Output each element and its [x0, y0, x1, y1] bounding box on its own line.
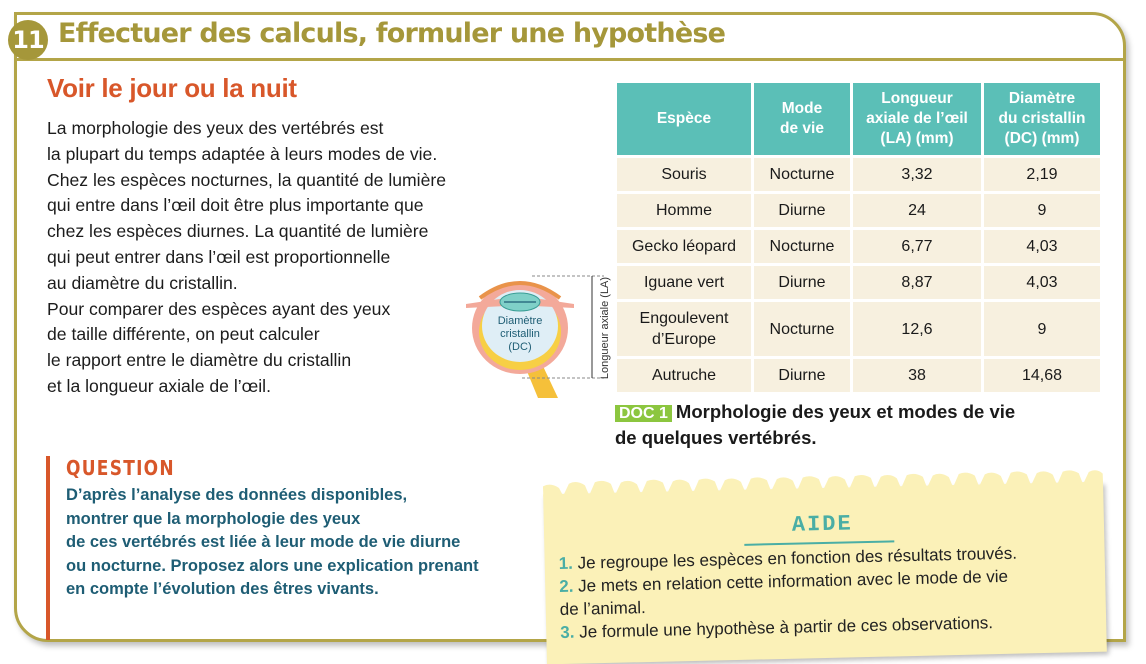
header-text: de vie	[780, 120, 824, 137]
cell-mode: Diurne	[754, 266, 850, 299]
cell-espece: Engoulevent d’Europe	[617, 302, 751, 356]
header-text: Espèce	[656, 110, 712, 127]
cell-espece: Autruche	[617, 359, 751, 392]
cell-la: 3,32	[853, 158, 981, 191]
eye-diagram	[462, 268, 614, 398]
doc-caption-line: de quelques vertébrés.	[615, 427, 817, 448]
cell-la: 8,87	[853, 266, 981, 299]
cell-espece: Homme	[617, 194, 751, 227]
question-label: QUESTION	[66, 456, 175, 480]
title-divider	[14, 58, 1126, 61]
intro-line: le rapport entre le diamètre du cristallin	[47, 350, 352, 371]
aide-item-number: 3.	[560, 622, 575, 643]
question-line: montrer que la morphologie des yeux	[66, 509, 361, 528]
cell-dc: 4,03	[984, 266, 1100, 299]
cell-dc: 4,03	[984, 230, 1100, 263]
table-row	[617, 158, 1100, 191]
question-line: de ces vertébrés est liée à leur mode de vie diurne	[66, 533, 461, 551]
header-text: Longueur	[881, 90, 953, 107]
header-espece	[617, 83, 751, 155]
intro-line: et la longueur axiale de l’œil.	[47, 375, 271, 396]
cell-espece: Iguane vert	[617, 266, 751, 299]
cell-mode: Diurne	[754, 194, 850, 227]
section-title: Voir le jour ou la nuit	[47, 73, 297, 103]
header-text: Mode	[781, 100, 823, 117]
doc-tag: DOC 1	[615, 405, 672, 422]
label-la: Longueur axiale (LA)	[599, 276, 611, 380]
cell-espece: Souris	[617, 158, 751, 191]
question-line: en compte l’évolution des êtres vivants.	[66, 580, 379, 598]
header-mode	[754, 83, 850, 155]
intro-line: qui entre dans l’œil doit être plus importante que	[47, 195, 424, 216]
intro-line: La morphologie des yeux des vertébrés est	[47, 118, 384, 138]
exercise-title: Effectuer des calculs, formuler une hypothèse	[58, 18, 726, 49]
cell-la: 38	[853, 359, 981, 392]
cell-dc: 2,19	[984, 158, 1100, 191]
label-dc-line: Diamètre	[497, 315, 543, 327]
aide-title: AIDE	[791, 511, 853, 538]
aide-item-text: Je mets en relation cette information avec le mode de vie	[577, 566, 1009, 596]
table-row	[617, 266, 1100, 299]
cell-mode: Nocturne	[754, 302, 850, 356]
table-header-row	[617, 83, 1100, 155]
aide-item-text: Je regroupe les espèces en fonction des résultats trouvés.	[577, 543, 1018, 573]
cell-dc: 14,68	[984, 359, 1100, 392]
cell-la: 6,77	[853, 230, 981, 263]
intro-line: au diamètre du cristallin.	[47, 272, 238, 293]
intro-line: de taille différente, on peut calculer	[47, 324, 320, 345]
doc-caption	[615, 400, 1095, 450]
aide-item-text: de l’animal.	[559, 598, 646, 620]
aide-list	[558, 542, 1018, 644]
header-la	[853, 83, 981, 155]
table-row	[617, 359, 1100, 392]
cell-mode: Nocturne	[754, 158, 850, 191]
cell-la: 24	[853, 194, 981, 227]
aide-item-number: 1.	[558, 553, 574, 574]
table-row	[617, 194, 1100, 227]
intro-line: Pour comparer des espèces ayant des yeux	[47, 298, 391, 319]
intro-text	[47, 116, 517, 400]
question-line: ou nocturne. Proposez alors une explication prenant	[66, 556, 479, 575]
cell-espece: Gecko léopard	[617, 230, 751, 263]
aide-note	[543, 482, 1107, 664]
data-table	[614, 80, 1103, 395]
cell-mode: Diurne	[754, 359, 850, 392]
cell-dc: 9	[984, 194, 1100, 227]
header-text: (LA) (mm)	[880, 130, 954, 147]
aide-item-number: 2.	[559, 576, 574, 597]
header-dc	[984, 83, 1100, 155]
intro-line: qui peut entrer dans l’œil est proportionnelle	[47, 246, 391, 267]
exercise-number-badge: 11	[8, 20, 48, 60]
label-dc-line: cristallin	[500, 328, 540, 340]
intro-line: la plupart du temps adaptée à leurs modes de vie.	[47, 143, 438, 164]
question-box	[46, 456, 520, 640]
question-text	[66, 484, 479, 602]
cell-dc: 9	[984, 302, 1100, 356]
cell-la: 12,6	[853, 302, 981, 356]
intro-line: chez les espèces diurnes. La quantité de lumière	[47, 221, 429, 242]
header-text: Diamètre	[1008, 90, 1076, 107]
question-line: D’après l’analyse des données disponibles,	[66, 486, 408, 504]
label-dc-line: (DC)	[508, 341, 532, 353]
intro-line: Chez les espèces nocturnes, la quantité de lumière	[47, 169, 447, 190]
table-row	[617, 302, 1100, 356]
table-row	[617, 230, 1100, 263]
header-text: axiale de l’œil	[866, 110, 968, 127]
doc-caption-line: Morphologie des yeux et modes de vie	[675, 401, 1016, 422]
header-text: du cristallin	[998, 110, 1086, 127]
header-text: (DC) (mm)	[1004, 130, 1080, 147]
aide-item-text: Je formule une hypothèse à partir de ces observations.	[578, 613, 994, 642]
cell-mode: Nocturne	[754, 230, 850, 263]
